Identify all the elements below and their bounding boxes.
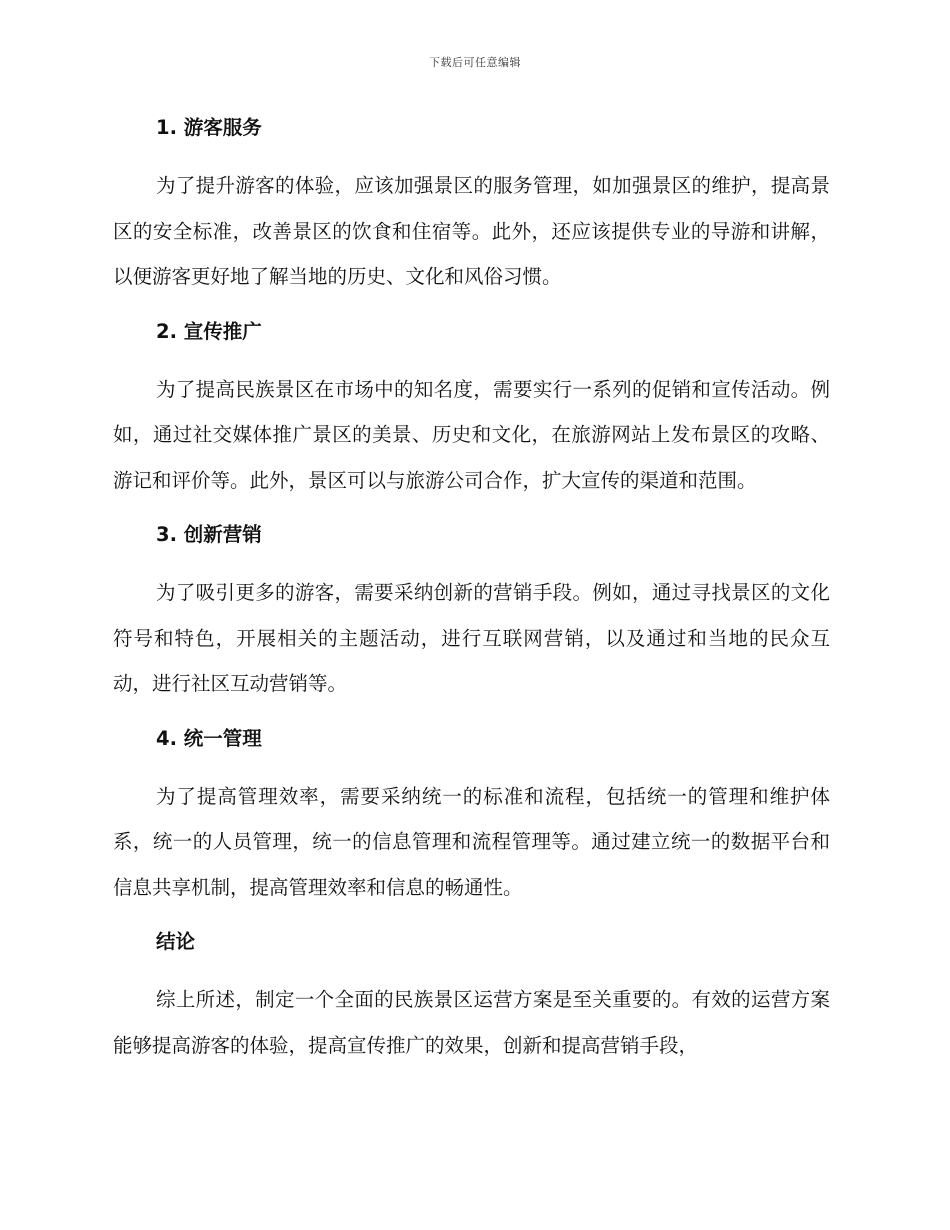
page-header: 下载后可任意编辑 xyxy=(429,56,521,69)
section-heading-conclusion: 结论 xyxy=(156,930,196,953)
section-paragraph-conclusion: 综上所述，制定一个全面的民族景区运营方案是至关重要的。有效的运营方案能够提高游客的体验，提高宣传推广的效果，创新和提高营销手段， xyxy=(113,988,830,1057)
section-paragraph-unified-management: 为了提高管理效率，需要采纳统一的标准和流程，包括统一的管理和维护体系，统一的人员管理，统一的信息管理和流程管理等。通过建立统一的数据平台和信息共享机制，提高管理效率和信息的畅通性。 xyxy=(113,784,830,899)
section-paragraph-innovative-marketing: 为了吸引更多的游客，需要采纳创新的营销手段。例如，通过寻找景区的文化符号和特色，开展相关的主题活动，进行互联网营销，以及通过和当地的民众互动，进行社区互动营销等。 xyxy=(113,581,830,695)
section-paragraph-visitor-service: 为了提升游客的体验，应该加强景区的服务管理，如加强景区的维护，提高景区的安全标准，改善景区的饮食和住宿等。此外，还应该提供专业的导游和讲解，以便游客更好地了解当地的历史、文化和风俗习惯。 xyxy=(113,174,830,288)
document-body xyxy=(113,110,830,1068)
section-heading-innovative-marketing: 3. 创新营销 xyxy=(156,523,262,546)
section-heading-unified-management: 4. 统一管理 xyxy=(156,726,262,750)
section-paragraph-promotion: 为了提高民族景区在市场中的知名度，需要实行一系列的促销和宣传活动。例如，通过社交媒体推广景区的美景、历史和文化，在旅游网站上发布景区的攻略、游记和评价等。此外，景区可以与旅游公司合作，扩大宣传的渠道和范围。 xyxy=(113,377,830,492)
section-heading-promotion: 2. 宣传推广 xyxy=(156,319,262,343)
section-heading-visitor-service: 1. 游客服务 xyxy=(156,116,262,139)
